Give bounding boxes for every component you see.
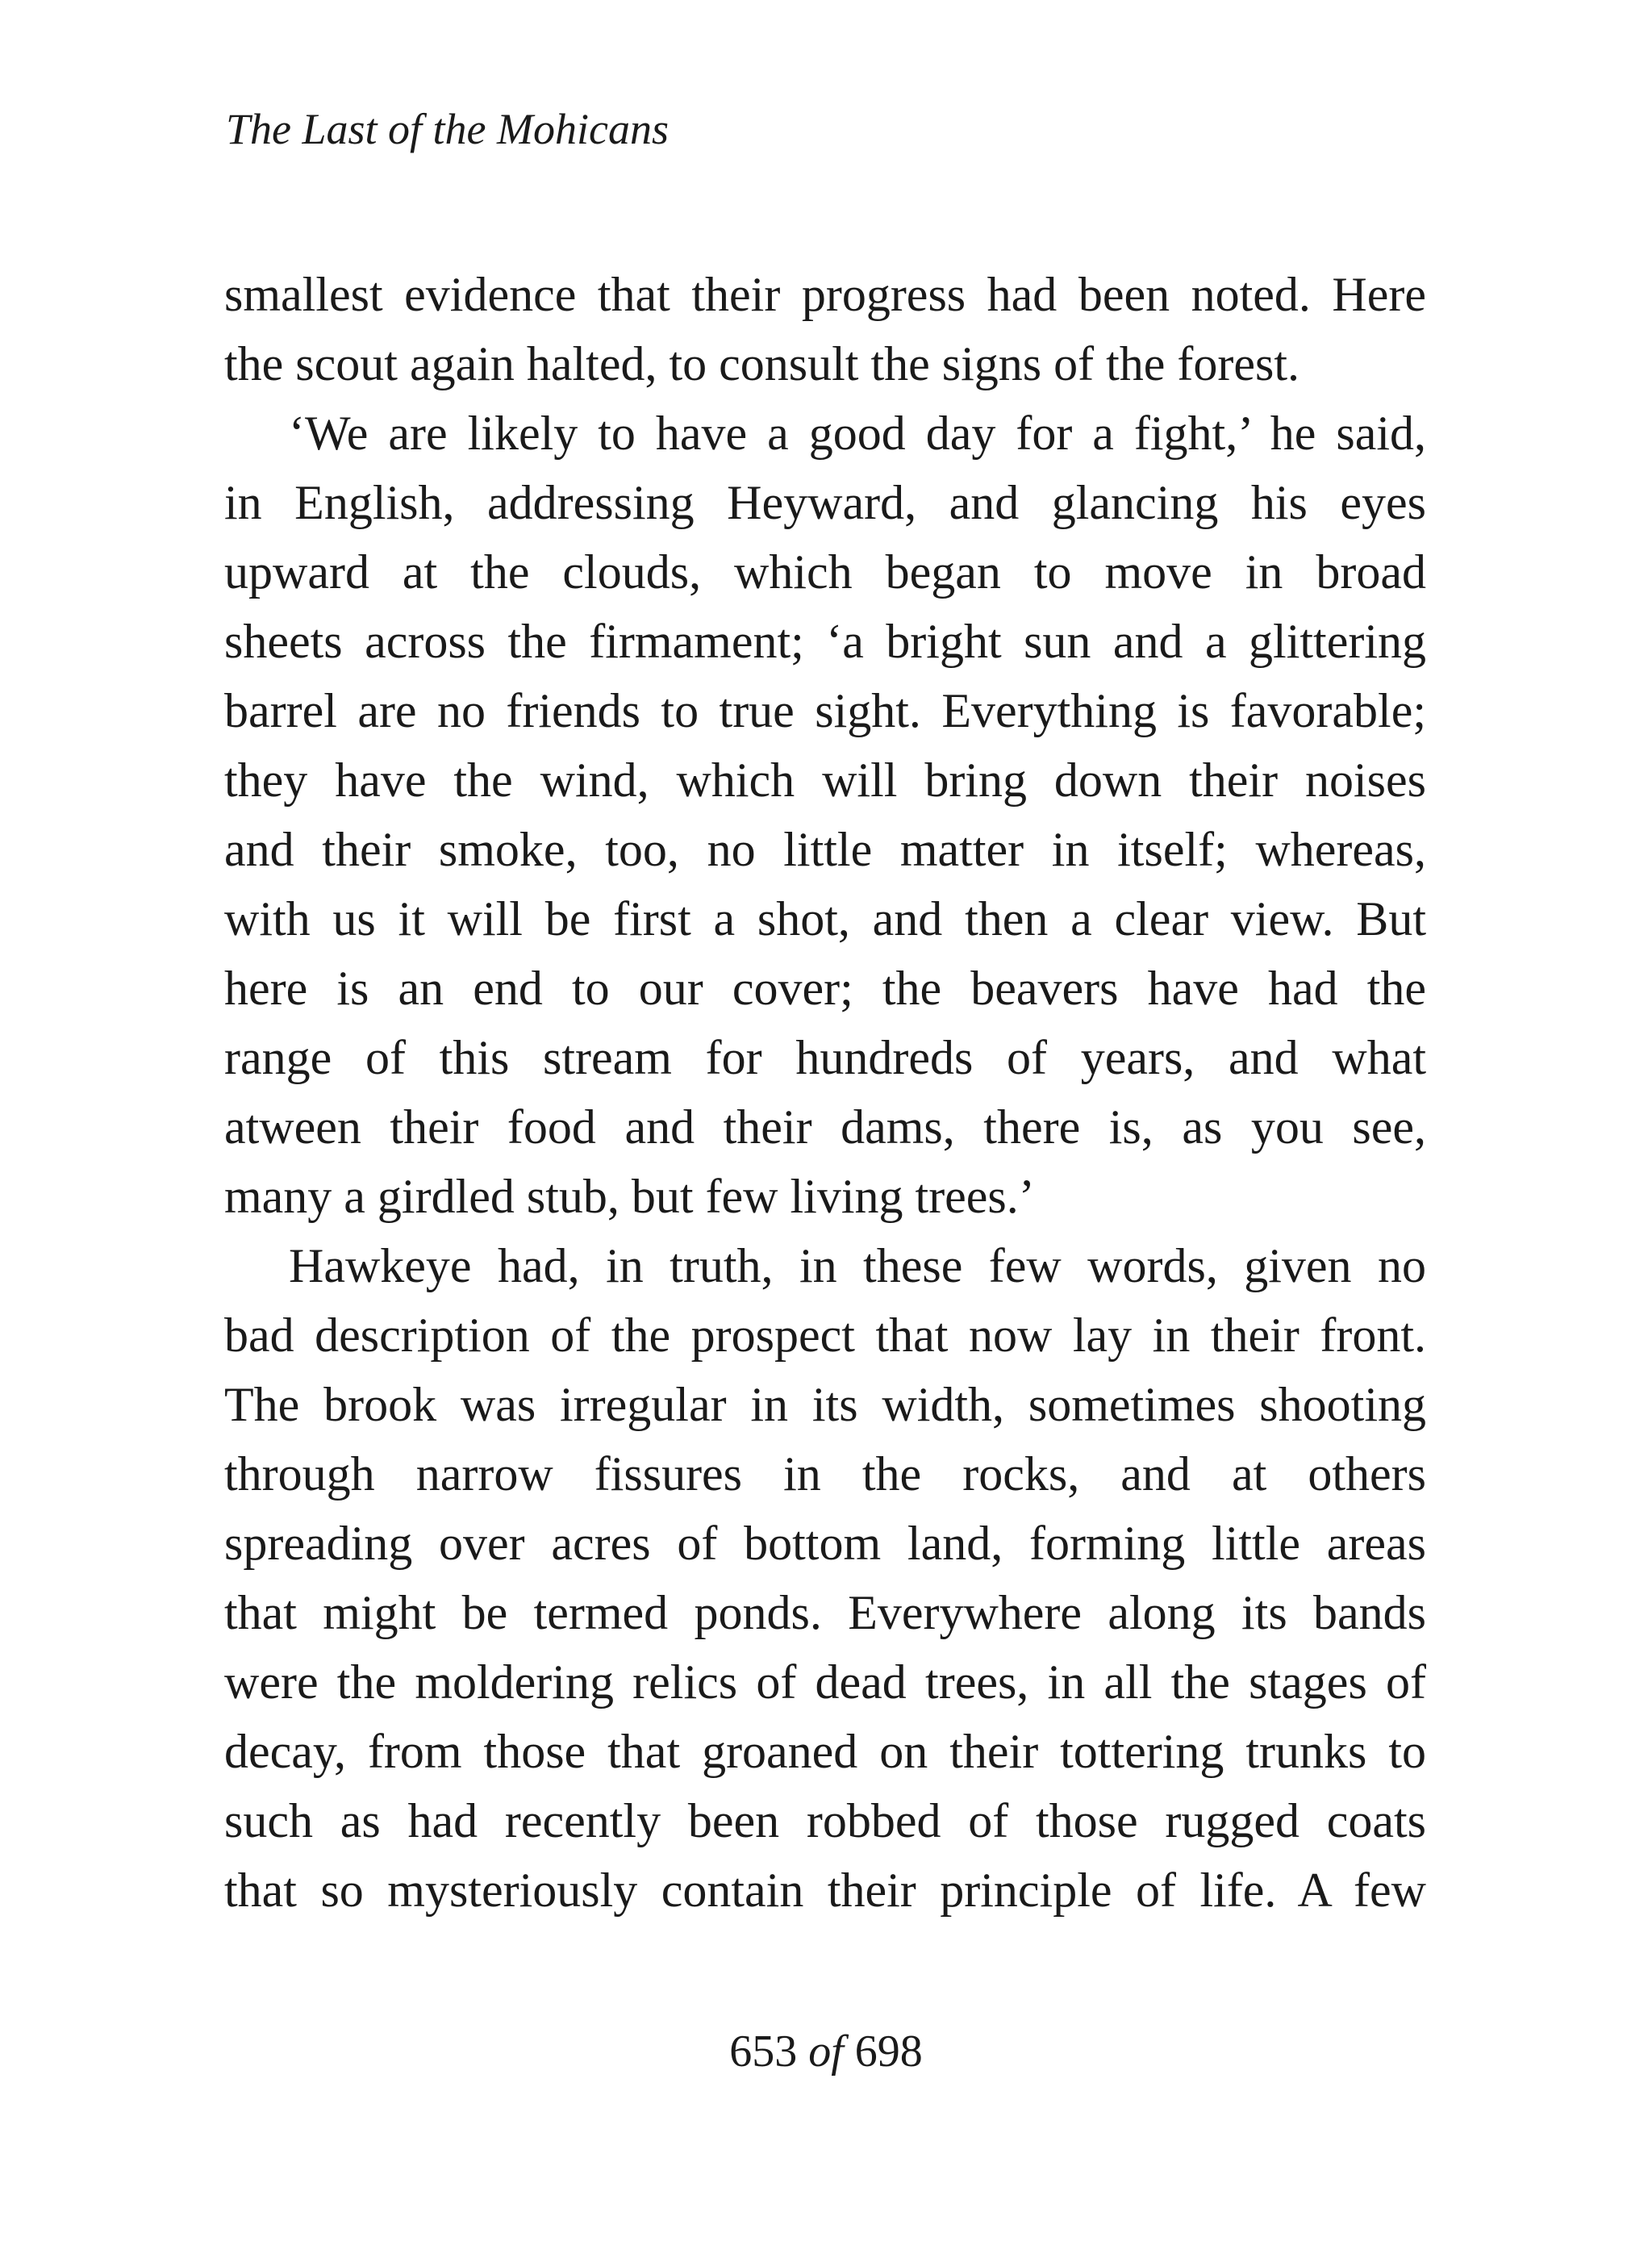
running-head: The Last of the Mohicans — [226, 105, 669, 153]
text-line: upward at the clouds, which began to move in broad — [224, 545, 1426, 599]
text-line: in English, addressing Heyward, and glancing his eyes — [224, 476, 1426, 529]
text-line: spreading over acres of bottom land, forming little areas — [224, 1517, 1426, 1570]
text-line: sheets across the firmament; ‘a bright sun and a glittering — [224, 615, 1426, 668]
page-number — [0, 2025, 1652, 2079]
text-line: smallest evidence that their progress had been noted. Here — [224, 268, 1426, 321]
text-line: ‘We are likely to have a good day for a fight,’ he said, — [289, 407, 1426, 460]
text-line: they have the wind, which will bring down their noises — [224, 753, 1426, 807]
text-line: and their smoke, too, no little matter in itself; whereas, — [224, 823, 1426, 876]
text-line: the scout again halted, to consult the signs of the forest. — [224, 337, 1300, 390]
text-line: bad description of the prospect that now lay in their front. — [224, 1309, 1426, 1362]
text-line: atween their food and their dams, there is, as you see, — [224, 1100, 1426, 1154]
text-line: through narrow fissures in the rocks, and at others — [224, 1447, 1426, 1501]
text-line: Hawkeye had, in truth, in these few words, given no — [289, 1239, 1426, 1292]
text-line: that so mysteriously contain their principle of life. A few — [224, 1864, 1426, 1917]
body-text — [224, 260, 1426, 1925]
text-line: range of this stream for hundreds of years, and what — [224, 1031, 1426, 1084]
total-pages: 698 — [854, 2027, 923, 2077]
current-page: 653 — [729, 2027, 798, 2077]
text-line: barrel are no friends to true sight. Everything is favorable; — [224, 684, 1426, 737]
text-line: The brook was irregular in its width, sometimes shooting — [224, 1378, 1426, 1431]
text-line: many a girdled stub, but few living trees.’ — [224, 1170, 1035, 1223]
text-line: decay, from those that groaned on their tottering trunks to — [224, 1725, 1426, 1778]
text-line: that might be termed ponds. Everywhere along its bands — [224, 1586, 1426, 1639]
text-line: here is an end to our cover; the beavers have had the — [224, 962, 1426, 1015]
text-line: such as had recently been robbed of those rugged coats — [224, 1794, 1426, 1847]
text-line: were the moldering relics of dead trees, in all the stages of — [224, 1655, 1426, 1709]
text-line: with us it will be first a shot, and then a clear view. But — [224, 892, 1426, 945]
page-of-label: of — [808, 2027, 844, 2077]
